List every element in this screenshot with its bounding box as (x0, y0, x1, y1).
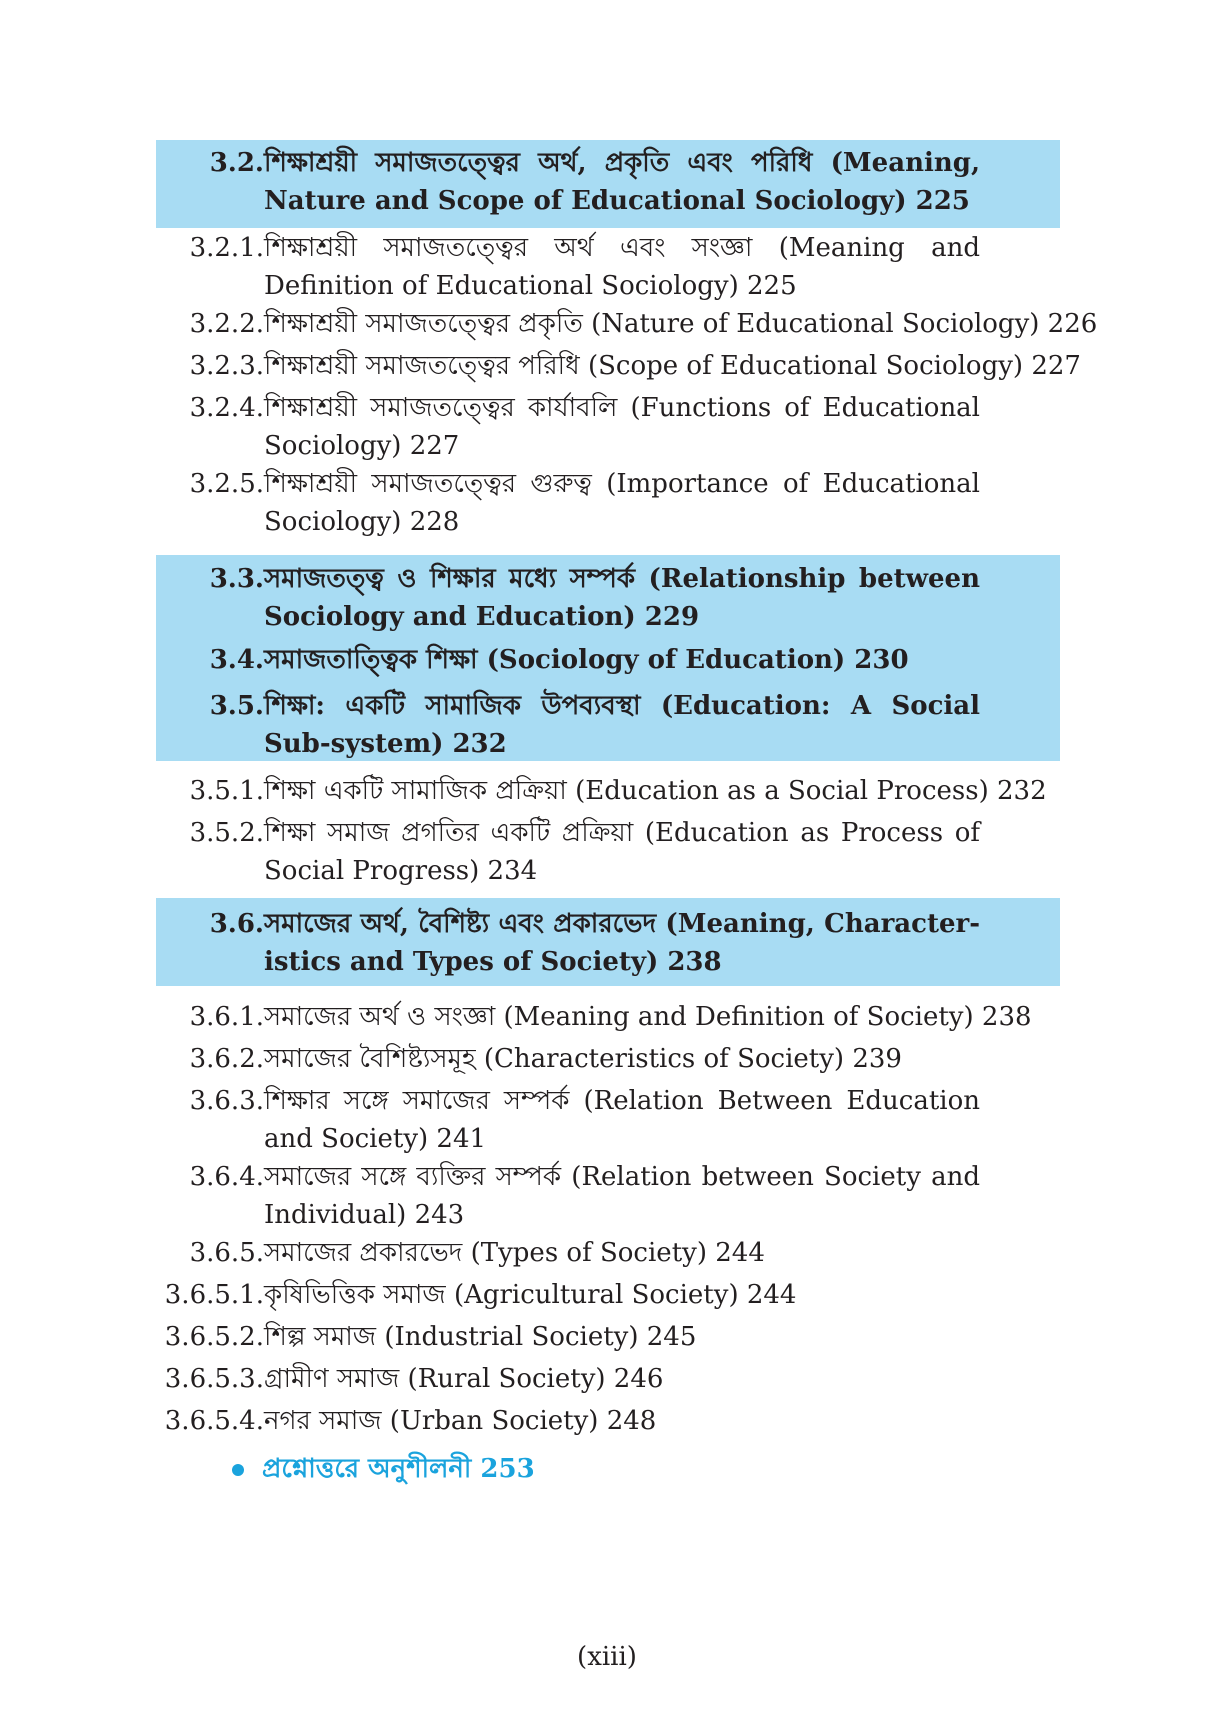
toc-entry-title: সমাজের অর্থ, বৈশিষ্ট্য এবং প্রকারভেদ (Meaning, Character-istics and Types of Society) 238 (264, 909, 980, 977)
toc-entry-title: শিক্ষাশ্রয়ী সমাজতত্ত্বের পরিধি (Scope of Educational Sociology) 227 (264, 351, 1081, 381)
toc-entry-number: 3.5. (209, 691, 264, 721)
toc-entry-title: সমাজের সঙ্গে ব্যক্তির সম্পর্ক (Relation between Society and Individual) 243 (264, 1162, 980, 1230)
toc-entry-number: 3.2.1. (189, 233, 264, 263)
toc-entry-number: 3.3. (209, 564, 264, 594)
toc-entry-number: 3.6.5. (189, 1238, 264, 1268)
bullet-icon (232, 1464, 244, 1476)
toc-entry-number: 3.2. (209, 148, 264, 178)
toc-entry-title: শিক্ষা সমাজ প্রগতির একটি প্রক্রিয়া (Education as Process of Social Progress) 234 (264, 818, 980, 886)
toc-entry-number: 3.6.2. (189, 1044, 264, 1074)
toc-entry-title: শিক্ষার সঙ্গে সমাজের সম্পর্ক (Relation Between Education and Society) 241 (264, 1086, 980, 1154)
toc-entry-number: 3.6.5.2. (164, 1322, 264, 1352)
toc-entry-title: সমাজের অর্থ ও সংজ্ঞা (Meaning and Definition of Society) 238 (264, 1002, 1032, 1032)
toc-entry-number: 3.5.1. (189, 776, 264, 806)
toc-entry-number: 3.2.4. (189, 393, 264, 423)
toc-entry-number: 3.6.5.4. (164, 1406, 264, 1436)
toc-entry-title: কৃষিভিত্তিক সমাজ (Agricultural Society) 244 (264, 1280, 797, 1310)
page-number: (xiii) (577, 1642, 637, 1672)
toc-entry-title: সমাজতত্ত্ব ও শিক্ষার মধ্যে সম্পর্ক (Relationship between Sociology and Education) 229 (264, 564, 980, 632)
toc-entry-title: নগর সমাজ (Urban Society) 248 (264, 1406, 657, 1436)
exercise-entry[interactable] (232, 1450, 535, 1488)
toc-entry-title: শিক্ষাশ্রয়ী সমাজতত্ত্বের প্রকৃতি (Nature of Educational Sociology) 226 (264, 309, 1098, 339)
toc-entry-number: 3.6.1. (189, 1002, 264, 1032)
toc-entry-number: 3.2.5. (189, 469, 264, 499)
toc-entry-title: শিল্প সমাজ (Industrial Society) 245 (264, 1322, 697, 1352)
toc-entry-number: 3.2.2. (189, 309, 264, 339)
toc-entry-title: শিক্ষাশ্রয়ী সমাজতত্ত্বের অর্থ এবং সংজ্ঞা (Meaning and Definition of Educational Sociology) 225 (264, 233, 980, 301)
toc-entry-number: 3.6.4. (189, 1162, 264, 1192)
toc-entry-title: সমাজের প্রকারভেদ (Types of Society) 244 (264, 1238, 765, 1268)
toc-entry-title: শিক্ষাশ্রয়ী সমাজতত্ত্বের গুরুত্ব (Importance of Educational Sociology) 228 (264, 469, 980, 537)
toc-entry-title: শিক্ষা: একটি সামাজিক উপব্যবস্থা (Education: A Social Sub-system) 232 (264, 691, 980, 759)
toc-entry-number: 3.5.2. (189, 818, 264, 848)
toc-entry-title: শিক্ষাশ্রয়ী সমাজতত্ত্বের অর্থ, প্রকৃতি এবং পরিধি (Meaning, Nature and Scope of Educational Sociology) 225 (264, 148, 980, 216)
exercise-label: প্রশ্নোত্তরে অনুশীলনী 253 (262, 1454, 535, 1484)
toc-entry-title: সমাজতাত্ত্বিক শিক্ষা (Sociology of Education) 230 (264, 645, 909, 675)
toc-entry-title: শিক্ষা একটি সামাজিক প্রক্রিয়া (Education as a Social Process) 232 (264, 776, 1047, 806)
toc-entry-number: 3.6. (209, 909, 264, 939)
toc-entry-title: শিক্ষাশ্রয়ী সমাজতত্ত্বের কার্যাবলি (Functions of Educational Sociology) 227 (264, 393, 980, 461)
toc-entry-number: 3.2.3. (189, 351, 264, 381)
toc-entry-number: 3.6.5.3. (164, 1364, 264, 1394)
toc-entry-title: সমাজের বৈশিষ্ট্যসমূহ (Characteristics of Society) 239 (264, 1044, 902, 1074)
toc-entry-number: 3.4. (209, 645, 264, 675)
toc-entry-number: 3.6.5.1. (164, 1280, 264, 1310)
toc-entry-title: গ্রামীণ সমাজ (Rural Society) 246 (264, 1364, 664, 1394)
toc-entry-number: 3.6.3. (189, 1086, 264, 1116)
